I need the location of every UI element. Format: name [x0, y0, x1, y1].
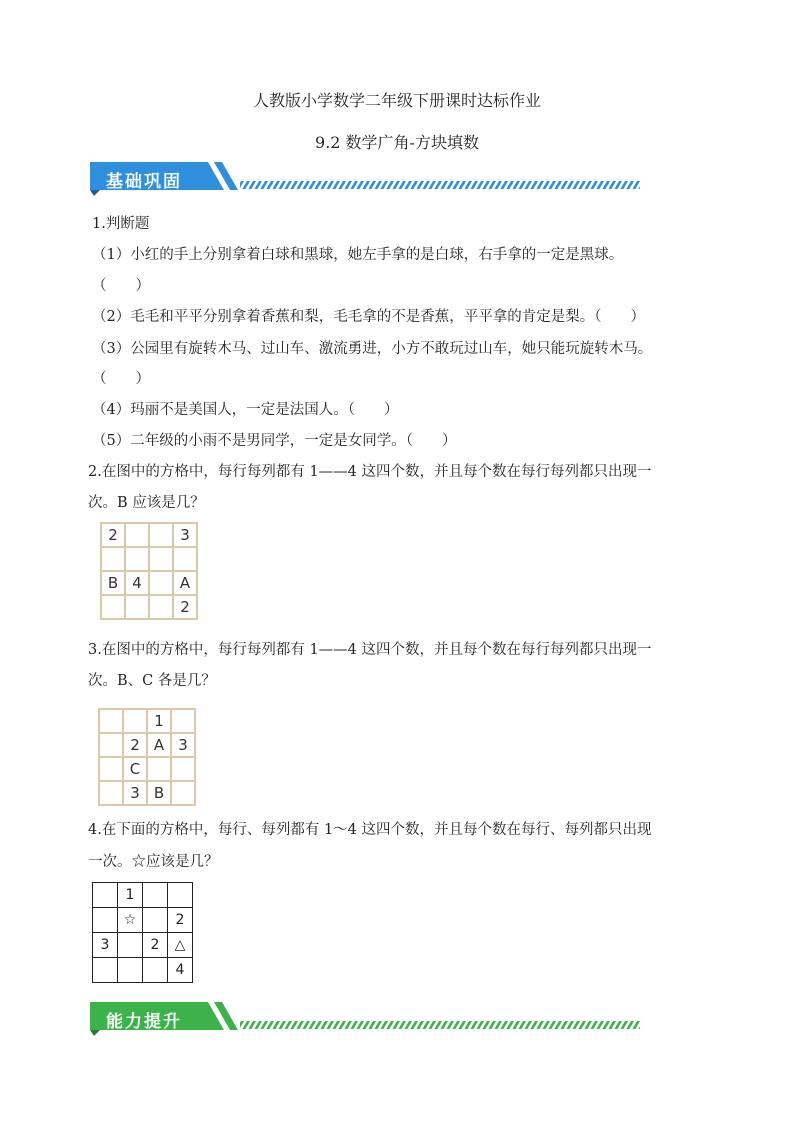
grid-cell — [143, 908, 168, 933]
q1-item1-answer-blank: （ ） — [92, 278, 150, 294]
grid-cell: 3 — [123, 781, 147, 805]
grid-cell — [125, 523, 149, 547]
grid-cell — [143, 958, 168, 983]
grid-row — [93, 958, 193, 983]
q1-item2-text: （2）毛毛和平平分别拿着香蕉和梨，毛毛拿的不是香蕉，平平拿的肯定是梨。（ ） — [92, 309, 645, 325]
q1-item5-text: （5）二年级的小雨不是男同学，一定是女同学。（ ） — [92, 433, 457, 449]
grid-row — [93, 883, 193, 908]
grid-cell: 2 — [123, 733, 147, 757]
grid-cell — [125, 595, 149, 619]
grid-row — [99, 733, 195, 757]
section-banner-advanced — [90, 1002, 650, 1036]
grid-row — [99, 709, 195, 733]
grid-cell — [149, 571, 173, 595]
grid-cell — [147, 757, 171, 781]
q4-number-grid — [92, 882, 193, 983]
section-banner-basic — [90, 162, 650, 196]
grid-cell: A — [173, 571, 197, 595]
grid-cell — [171, 781, 195, 805]
triangle-icon: △ — [168, 933, 193, 958]
q3-number-grid — [98, 708, 196, 806]
grid-cell — [168, 883, 193, 908]
grid-cell: 1 — [147, 709, 171, 733]
grid-row — [101, 595, 197, 619]
grid-cell: 4 — [168, 958, 193, 983]
q1-item3-answer-blank: （ ） — [92, 371, 150, 387]
grid-cell — [93, 958, 118, 983]
grid-cell: 1 — [118, 883, 143, 908]
q1-item1-text: （1）小红的手上分别拿着白球和黑球，她左手拿的是白球，右手拿的一定是黑球。 — [92, 247, 624, 263]
grid-cell — [125, 547, 149, 571]
grid-row — [101, 523, 197, 547]
grid-cell — [149, 595, 173, 619]
grid-cell: 2 — [143, 933, 168, 958]
grid-cell — [99, 709, 123, 733]
q2-number-grid — [100, 522, 198, 620]
grid-cell — [149, 547, 173, 571]
grid-row — [93, 933, 193, 958]
grid-cell — [171, 709, 195, 733]
grid-cell — [99, 757, 123, 781]
grid-cell — [143, 883, 168, 908]
grid-cell — [93, 908, 118, 933]
grid-cell — [173, 547, 197, 571]
grid-cell: B — [101, 571, 125, 595]
grid-cell — [171, 757, 195, 781]
grid-row — [99, 757, 195, 781]
grid-cell: 3 — [171, 733, 195, 757]
grid-cell: 2 — [101, 523, 125, 547]
grid-cell: A — [147, 733, 171, 757]
section-title-advanced: 能力提升 — [106, 1012, 182, 1032]
grid-cell: 2 — [173, 595, 197, 619]
grid-cell: 2 — [168, 908, 193, 933]
grid-cell: C — [123, 757, 147, 781]
q1-heading: 1.判断题 — [92, 216, 150, 232]
section-title-basic: 基础巩固 — [106, 172, 182, 192]
lesson-subtitle: 9.2 数学广角-方块填数 — [315, 133, 479, 152]
star-icon: ☆ — [118, 908, 143, 933]
grid-cell — [101, 547, 125, 571]
grid-cell: 3 — [93, 933, 118, 958]
grid-cell — [99, 733, 123, 757]
q2-prompt-line2: 次。B 应该是几？ — [88, 495, 205, 511]
grid-cell: 4 — [125, 571, 149, 595]
q2-prompt-line1: 2.在图中的方格中，每行每列都有 1——4 这四个数，并且每个数在每行每列都只出现一 — [88, 464, 652, 480]
grid-cell — [101, 595, 125, 619]
q4-prompt-line1: 4.在下面的方格中，每行、每列都有 1～4 这四个数，并且每个数在每行、每列都只出现 — [88, 822, 652, 838]
q1-item3-text: （3）公园里有旋转木马、过山车、激流勇进，小方不敢玩过山车，她只能玩旋转木马。 — [92, 341, 653, 357]
grid-cell — [93, 883, 118, 908]
grid-cell — [123, 709, 147, 733]
grid-cell — [149, 523, 173, 547]
q4-prompt-line2: 一次。☆应该是几？ — [88, 854, 219, 870]
grid-row — [99, 781, 195, 805]
grid-cell — [118, 933, 143, 958]
grid-cell: B — [147, 781, 171, 805]
grid-cell — [118, 958, 143, 983]
document-title: 人教版小学数学二年级下册课时达标作业 — [252, 91, 541, 110]
q3-prompt-line1: 3.在图中的方格中，每行每列都有 1——4 这四个数，并且每个数在每行每列都只出现一 — [88, 642, 652, 658]
grid-row — [101, 547, 197, 571]
grid-row — [101, 571, 197, 595]
q3-prompt-line2: 次。B、C 各是几？ — [88, 673, 216, 689]
grid-cell — [99, 781, 123, 805]
q1-item4-text: （4）玛丽不是美国人，一定是法国人。（ ） — [92, 402, 399, 418]
grid-row — [93, 908, 193, 933]
grid-cell: 3 — [173, 523, 197, 547]
